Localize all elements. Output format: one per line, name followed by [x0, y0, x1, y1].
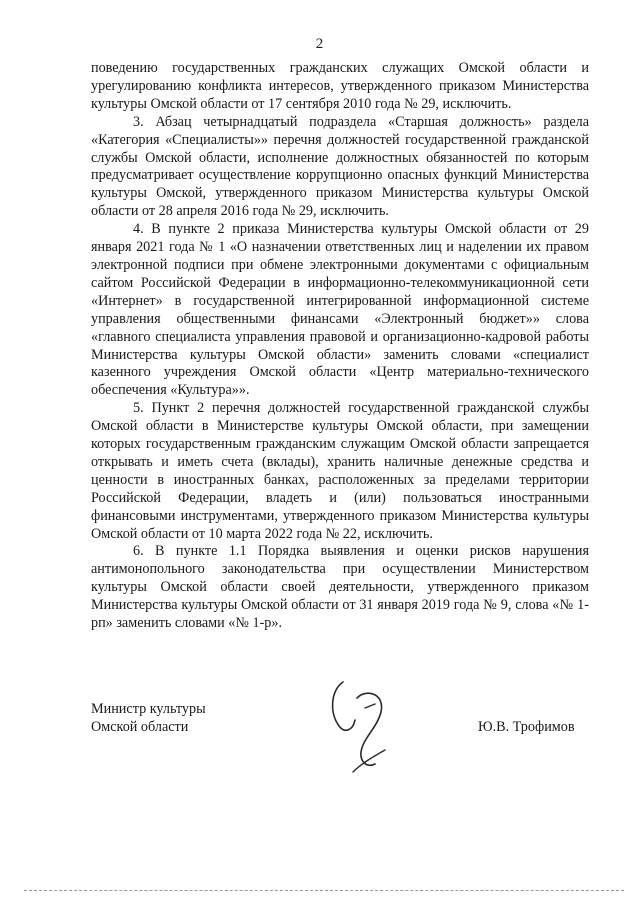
paragraph-continuation: поведению государственных гражданских служащих Омской области и урегулированию конфликта интересов, утвержденного приказом Министерства культуры Омской области от 17 сентября 2010 года № 29, исключить.	[91, 60, 589, 112]
signatory-position-line2: Омской области	[91, 718, 189, 735]
paragraph-item-4: 4. В пункте 2 приказа Министерства культуры Омской области от 29 января 2021 года № 1 «О назначении ответственных лиц и наделении их правом электронной подписи при обмене электронными документами с официальным сайтом Российской Федерации в информационно-телекоммуникационной сети «Интернет» в государственной интегрированной информационной системе управления общественными финансами «Электронный бюджет»» слова «главного специалиста управления правовой и организационно-кадровой работы Министерства культуры Омской области» заменить словами «специалист казенного учреждения Омской области «Центр материально-технического обеспечения «Культура»».	[91, 221, 589, 399]
footer-divider	[24, 890, 624, 891]
paragraph-item-3: 3. Абзац четырнадцатый подраздела «Старшая должность» раздела «Категория «Специалисты»» перечня должностей государственной гражданской службы Омской области, исполнение должностных обязанностей по которым предусматривает осуществление коррупционно опасных функций Министерства культуры Омской, утвержденного приказом Министерства культуры Омской области от 28 апреля 2016 года № 29, исключить.	[91, 113, 589, 220]
signatory-name: Ю.В. Трофимов	[478, 719, 575, 735]
signatory-position	[91, 701, 206, 737]
signatory-position-line1: Министр культуры	[91, 701, 206, 717]
paragraph-item-5: 5. Пункт 2 перечня должностей государственной гражданской службы Омской области в Министерстве культуры Омской области, при замещении которых государственным гражданским служащим Омской области запрещается открывать и иметь счета (вклады), хранить наличные денежные средства и ценности в иностранных банках, расположенных за пределами территории Российской Федерации, владеть и (или) пользоваться иностранными финансовыми инструментами, утвержденного приказом Министерства культуры Омской области от 10 марта 2022 года № 22, исключить.	[91, 400, 589, 542]
document-body	[91, 60, 589, 633]
handwritten-signature	[305, 660, 415, 780]
page-number: 2	[315, 36, 324, 52]
paragraph-item-6: 6. В пункте 1.1 Порядка выявления и оценки рисков нарушения антимонопольного законодательства при осуществлении Министерством культуры Омской области своей деятельности, утвержденного приказом Министерства культуры Омской области от 31 января 2019 года № 9, слова «№ 1-рп» заменить словами «№ 1-р».	[91, 543, 589, 632]
